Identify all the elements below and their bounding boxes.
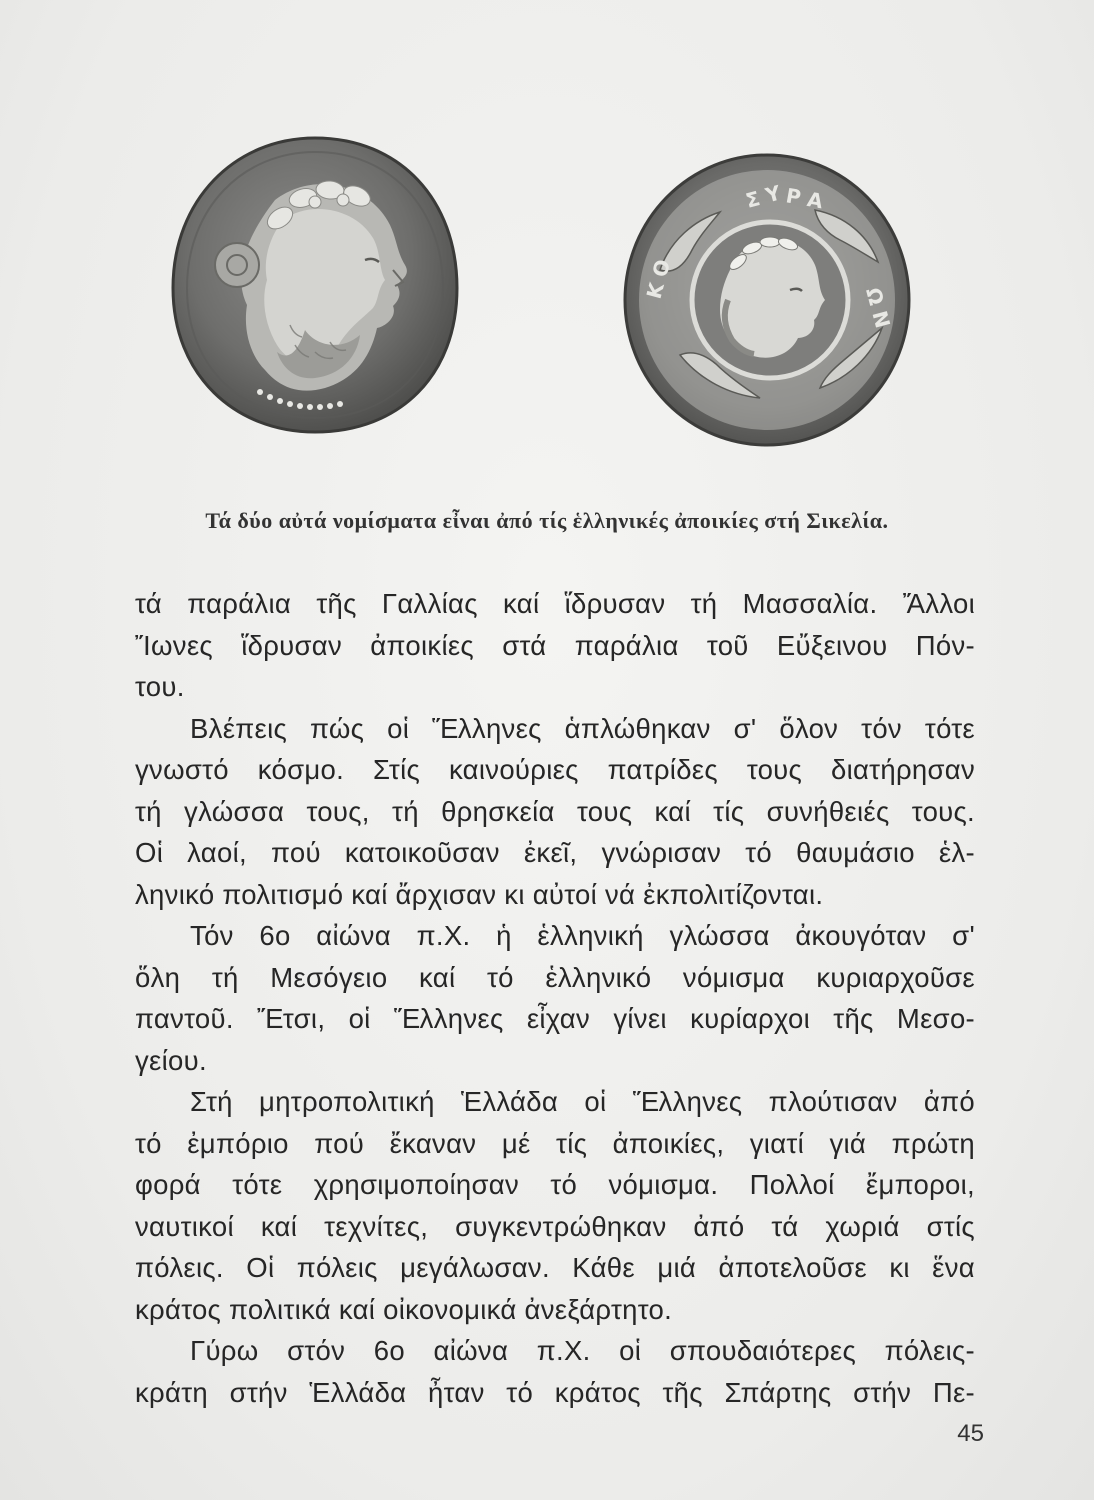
svg-text:Σ Υ: Σ Υ [743, 180, 784, 213]
body-text [135, 583, 975, 1413]
text-line: πόλεις. Οἱ πόλεις μεγάλωσαν. Κάθε μιά ἀποτελοῦσε κι ἕνα [135, 1252, 975, 1283]
text-line: τό ἐμπόριο πού ἔκαναν μέ τίς ἀποικίες, γιατί γιά πρώτη [135, 1127, 975, 1159]
text-line: Γύρω στόν 6ο αἰώνα π.Χ. οἱ σπουδαιότερες πόλεις- [190, 1335, 975, 1366]
coins-figure [160, 120, 960, 450]
text-line: φορά τότε χρησιμοποίησαν τό νόμισμα. Πολλοί ἔμποροι, [135, 1169, 975, 1200]
text-line: τή γλώσσα τους, τή θρησκεία τους καί τίς συνήθειές τους. [135, 795, 975, 827]
coin-head-dolphins-icon [620, 150, 915, 450]
text-line: Οἱ λαοί, πού κατοικοῦσαν ἐκεῖ, γνώρισαν τό θαυμάσιο ἑλ- [135, 837, 975, 868]
page-number: 45 [957, 1420, 984, 1447]
text-line: ὅλη τή Μεσόγειο καί τό ἑλληνικό νόμισμα κυριαρχοῦσε [135, 961, 975, 993]
text-line: κράτος πολιτικά καί οἰκονομικά ἀνεξάρτητο. [135, 1293, 673, 1325]
coin-head-bearded-icon [165, 130, 465, 440]
text-line: Ἴωνες ἵδρυσαν ἀποικίες στά παράλια τοῦ Εὔξεινου Πόν- [135, 629, 975, 661]
text-line: Βλέπεις πώς οἱ Ἕλληνες ἁπλώθηκαν σ' ὅλον τόν τότε [190, 712, 975, 744]
text-line: κράτη στήν Ἑλλάδα ἦταν τό κράτος τῆς Σπάρτης στήν Πε- [135, 1376, 975, 1408]
text-line: τά παράλια τῆς Γαλλίας καί ἵδρυσαν τή Μασσαλία. Ἄλλοι [135, 588, 975, 619]
text-line: Τόν 6ο αἰώνα π.Χ. ἡ ἑλληνική γλώσσα ἀκουγόταν σ' [190, 920, 975, 951]
svg-text:Ω Ν: Ω Ν [861, 285, 895, 331]
text-line: γείου. [135, 1044, 207, 1076]
text-line: Στή μητροπολιτική Ἑλλάδα οἱ Ἕλληνες πλούτισαν ἀπό [190, 1086, 975, 1117]
text-line: ναυτικοί καί τεχνίτες, συγκεντρώθηκαν ἀπό τά χωριά στίς [135, 1210, 975, 1242]
svg-text:Κ Ο: Κ Ο [641, 256, 676, 302]
svg-text:Ρ Α: Ρ Α [784, 183, 825, 214]
text-line: παντοῦ. Ἔτσι, οἱ Ἕλληνες εἶχαν γίνει κυρίαρχοι τῆς Μεσο- [135, 1003, 975, 1034]
text-line: γνωστό κόσμο. Στίς καινούριες πατρίδες τους διατήρησαν [135, 754, 975, 785]
text-line: του. [135, 671, 185, 702]
text-line: ληνικό πολιτισμό καί ἄρχισαν κι αὐτοί νά ἐκπολιτίζονται. [135, 878, 824, 910]
figure-caption: Τά δύο αὐτά νομίσματα εἶναι ἀπό τίς ἑλληνικές ἀποικίες στή Σικελία. [205, 508, 889, 533]
